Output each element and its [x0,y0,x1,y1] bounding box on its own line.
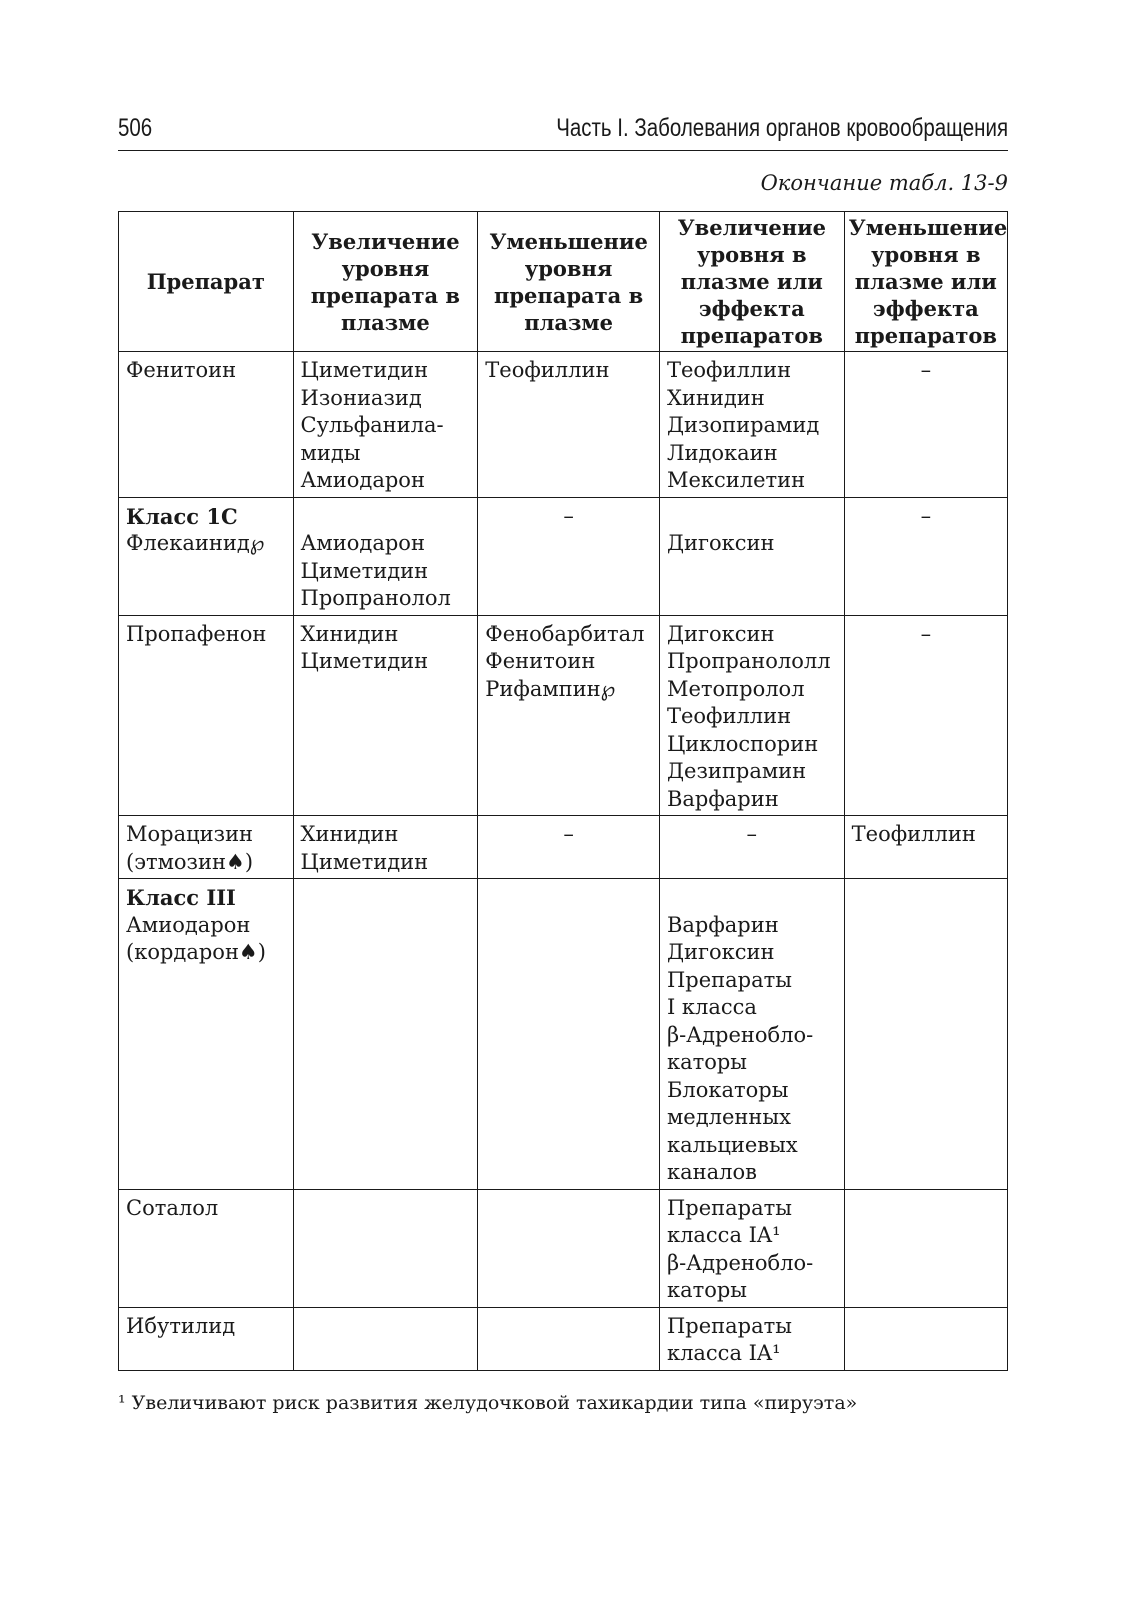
cell-line: Фенитоин [485,649,596,673]
table-row [119,879,1008,1190]
cell-line: Теофиллин [666,704,792,728]
cell-increase-level [293,352,478,498]
cell-line: Пропафенон [126,621,267,646]
table-row [119,497,1008,615]
cell-decrease-effect [844,816,1007,879]
cell-decrease-effect [844,352,1007,498]
cell-decrease-level [478,615,660,816]
cell-line: Дигоксин [666,621,775,646]
running-header [118,108,1008,151]
cell-line: Хинидин [300,822,399,846]
empty-dash: – [920,358,932,382]
cell-line: Изониазид [300,385,422,410]
table-row [119,352,1008,498]
cell-line: Лидокаин [666,440,778,465]
empty-dash: – [563,503,574,528]
cell-line: Циметидин [300,558,429,583]
empty-dash: – [746,822,758,846]
column-header-drug: Препарат [119,212,294,352]
cell-line: Дезипрамин [666,759,807,783]
cell-line: миды [300,440,361,465]
cell-line: Метопролол [666,676,805,701]
cell-line: Блокаторы [666,1077,789,1102]
cell-line: Ибутилид [126,1313,236,1338]
cell-line: Теофиллин [851,822,976,846]
cell-drug [119,816,294,879]
cell-line: Амиодарон [300,531,425,555]
cell-line: Рифампин℘ [485,676,616,701]
cell-increase-level [293,1189,478,1307]
column-header-decrease-level: Уменьшение уровня препарата в плазме [478,212,660,352]
cell-decrease-effect [844,1189,1007,1307]
cell-line: каторы [666,1278,747,1302]
cell-line [301,503,471,531]
cell-line: Морацизин [126,822,254,846]
cell-line: I класса [666,995,757,1019]
cell-increase-effect [659,1307,844,1370]
table-row [119,615,1008,816]
cell-line: Флекаинид℘ [126,531,265,555]
cell-line: Циметидин [300,849,429,874]
cell-line: (кордарон♠) [126,940,266,964]
cell-line: Соталол [126,1195,219,1220]
cell-line: β-Адренобло- [666,1022,814,1047]
column-header-increase-effect: Увеличение уровня в плазме или эффекта препаратов [659,212,844,352]
cell-line: Циметидин [300,358,429,382]
cell-decrease-level [478,879,660,1190]
cell-increase-level [293,879,478,1190]
page-number: 506 [118,114,153,142]
table-caption: Окончание табл. 13-9 [760,171,1008,195]
cell-increase-effect [659,816,844,879]
cell-increase-level [293,615,478,816]
cell-increase-effect [659,497,844,615]
cell-decrease-level [478,816,660,879]
cell-drug [119,1307,294,1370]
cell-line: Варфарин [666,786,779,811]
running-title: Часть I. Заболевания органов кровообращения [556,114,1008,142]
cell-line: Фенобарбитал [485,621,645,646]
cell-line: Мексилетин [666,468,806,492]
table-body [119,352,1008,1371]
cell-drug [119,1189,294,1307]
table-row [119,1307,1008,1370]
cell-line: Амиодарон [300,468,425,492]
cell-line: Хинидин [300,621,399,646]
cell-decrease-level [478,1189,660,1307]
cell-drug [119,352,294,498]
cell-line: Хинидин [666,385,765,410]
cell-line: класса IA¹ [666,1341,781,1365]
cell-drug [119,497,294,615]
cell-line [667,503,837,531]
cell-line: класса IA¹ [666,1223,781,1247]
cell-decrease-effect [844,497,1007,615]
drug-class-label: Класс 1С [126,503,238,529]
cell-line: Дигоксин [666,940,775,964]
cell-decrease-effect [844,615,1007,816]
footnote: ¹ Увеличивают риск развития желудочковой тахикардии типа «пируэта» [118,1392,858,1414]
cell-decrease-effect [844,879,1007,1190]
cell-increase-effect [659,1189,844,1307]
cell-increase-level [293,1307,478,1370]
table-header-row [119,212,1008,352]
cell-line: Фенитоин [126,358,237,382]
column-header-increase-level: Увеличение уровня препарата в плазме [293,212,478,352]
cell-line [667,884,837,912]
cell-line: Препараты [666,1195,792,1220]
cell-decrease-level [478,1307,660,1370]
cell-drug [119,879,294,1190]
cell-line: Препараты [666,1313,792,1338]
cell-line: Препараты [666,967,792,992]
column-header-decrease-effect: Уменьшение уровня в плазме или эффекта препаратов [844,212,1007,352]
cell-drug [119,615,294,816]
table-row [119,1189,1008,1307]
cell-line: Дизопирамид [666,413,820,437]
cell-line: β-Адренобло- [666,1250,814,1275]
empty-dash: – [920,503,932,528]
cell-line: Пропранололл [666,649,831,673]
cell-line: кальциевых [666,1132,798,1157]
cell-line: Амиодарон [126,912,251,937]
cell-line: Теофиллин [666,358,792,382]
cell-line: Варфарин [666,912,779,937]
cell-increase-effect [659,352,844,498]
empty-dash: – [563,822,574,846]
cell-line: каторы [666,1050,747,1074]
cell-line: Теофиллин [485,358,610,382]
cell-line: медленных [666,1105,791,1129]
cell-increase-effect [659,879,844,1190]
cell-line: Сульфанила- [300,413,444,437]
cell-decrease-effect [844,1307,1007,1370]
cell-line: Циклоспорин [666,731,819,756]
empty-dash: – [920,621,932,646]
cell-line: Дигоксин [666,531,775,555]
cell-line: Циметидин [300,649,429,673]
cell-increase-level [293,816,478,879]
drug-interaction-table [118,211,1008,1371]
cell-decrease-level [478,497,660,615]
cell-line: Пропранолол [300,586,451,610]
cell-increase-level [293,497,478,615]
drug-class-label: Класс III [126,885,236,910]
cell-line: каналов [666,1160,757,1184]
cell-increase-effect [659,615,844,816]
table-row [119,816,1008,879]
cell-decrease-level [478,352,660,498]
cell-line: (этмозин♠) [126,849,254,874]
